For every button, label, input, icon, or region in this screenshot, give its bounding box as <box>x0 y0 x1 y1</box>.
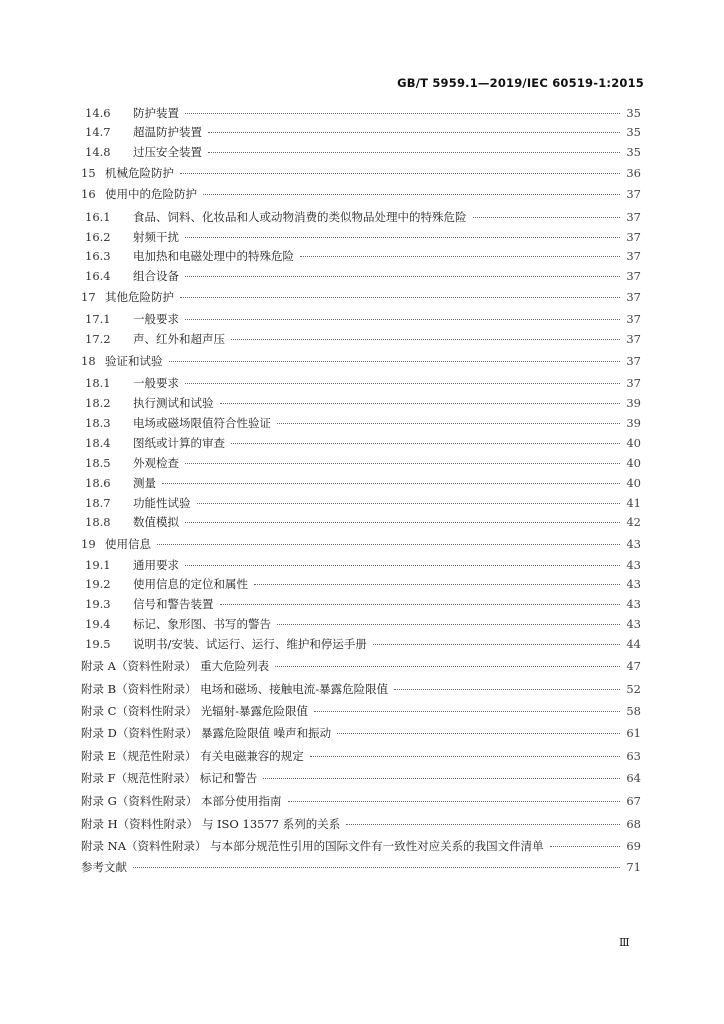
toc-entry-title: 电加热和电磁处理中的特殊危险 <box>133 249 294 263</box>
toc-entry-page: 43 <box>626 577 641 591</box>
toc-entry-number: 19.5 <box>85 637 111 651</box>
toc-entry[interactable] <box>81 353 641 369</box>
dot-leader <box>208 152 620 153</box>
toc-entry-number: 14.8 <box>85 145 111 159</box>
toc-entry[interactable] <box>81 289 641 305</box>
toc-entry-title: 参考文献 <box>81 860 127 874</box>
toc-entry-title: 声、红外和超声压 <box>133 332 225 346</box>
toc-entry-page: 35 <box>626 106 641 120</box>
toc-entry[interactable] <box>81 557 641 573</box>
toc-entry-page: 36 <box>626 166 641 180</box>
dot-leader <box>473 217 621 218</box>
toc-entry-page: 37 <box>626 290 641 304</box>
dot-leader <box>394 689 620 690</box>
toc-entry[interactable] <box>81 105 641 121</box>
toc-entry[interactable] <box>81 144 641 160</box>
dot-leader <box>185 276 620 277</box>
toc-entry-number: 18.3 <box>85 416 111 430</box>
toc-entry-title: 执行测试和试验 <box>133 396 214 410</box>
toc-entry-title: 附录 B（资料性附录） 电场和磁场、接触电流-暴露危险限值 <box>81 682 389 696</box>
toc-entry[interactable] <box>81 703 641 719</box>
toc-entry[interactable] <box>81 475 641 491</box>
toc-entry-number: 18.6 <box>85 476 111 490</box>
toc-entry-title: 附录 A（资料性附录） 重大危险列表 <box>81 659 270 673</box>
toc-entry[interactable] <box>81 681 641 697</box>
toc-entry[interactable] <box>81 576 641 592</box>
toc-entry-page: 63 <box>626 749 641 763</box>
toc-entry-title: 电场或磁场限值符合性验证 <box>133 416 271 430</box>
toc-entry-number: 19.2 <box>85 577 111 591</box>
dot-leader <box>185 237 620 238</box>
dot-leader <box>180 297 620 298</box>
toc-entry-page: 69 <box>626 839 641 853</box>
toc-entry-title: 机械危险防护 <box>105 166 174 180</box>
dot-leader <box>373 644 620 645</box>
toc-entry-page: 52 <box>626 682 641 696</box>
toc-entry[interactable] <box>81 770 641 786</box>
toc-entry-page: 37 <box>626 376 641 390</box>
toc-entry-title: 标记、象形图、书写的警告 <box>133 617 271 631</box>
dot-leader <box>169 361 621 362</box>
toc-entry-title: 通用要求 <box>133 558 179 572</box>
dot-leader <box>185 463 620 464</box>
dot-leader <box>185 113 620 114</box>
toc-entry-number: 17.2 <box>85 332 111 346</box>
toc-entry-page: 47 <box>626 659 641 673</box>
dot-leader <box>231 339 620 340</box>
toc-entry-page: 67 <box>626 794 641 808</box>
dot-leader <box>133 867 620 868</box>
dot-leader <box>231 443 620 444</box>
page-number: Ⅲ <box>619 936 630 949</box>
toc-entry-number: 18 <box>81 354 96 368</box>
toc-entry-number: 18.4 <box>85 436 111 450</box>
toc-entry[interactable] <box>81 268 641 284</box>
toc-entry-title: 一般要求 <box>133 376 179 390</box>
toc-entry-page: 61 <box>626 726 641 740</box>
toc-entry-page: 37 <box>626 187 641 201</box>
toc-entry-page: 39 <box>626 396 641 410</box>
toc-entry-title: 数值模拟 <box>133 515 179 529</box>
toc-entry[interactable] <box>81 186 641 202</box>
toc-entry-title: 过压安全装置 <box>133 145 202 159</box>
toc-entry-number: 19 <box>81 537 96 551</box>
toc-entry-title: 使用信息 <box>105 537 151 551</box>
toc-entry-number: 18.5 <box>85 456 111 470</box>
toc-entry-title: 附录 H（资料性附录） 与 ISO 13577 系列的关系 <box>81 817 341 831</box>
toc-entry[interactable] <box>81 636 641 652</box>
dot-leader <box>277 423 620 424</box>
dot-leader <box>337 733 620 734</box>
toc-entry[interactable] <box>81 596 641 612</box>
toc-entry[interactable] <box>81 395 641 411</box>
toc-entry-number: 16.2 <box>85 230 111 244</box>
dot-leader <box>263 778 620 779</box>
toc-entry[interactable] <box>81 495 641 511</box>
dot-leader <box>310 756 621 757</box>
toc-entry-number: 16.3 <box>85 249 111 263</box>
dot-leader <box>157 544 620 545</box>
dot-leader <box>185 383 620 384</box>
toc-entry-title: 测量 <box>133 476 156 490</box>
toc-entry-page: 43 <box>626 537 641 551</box>
toc-entry-title: 其他危险防护 <box>105 290 174 304</box>
toc-entry-number: 18.8 <box>85 515 111 529</box>
toc-entry-number: 16.1 <box>85 210 111 224</box>
toc-entry[interactable] <box>81 793 641 809</box>
toc-entry[interactable] <box>81 248 641 264</box>
dot-leader <box>203 194 620 195</box>
toc-entry-page: 64 <box>626 771 641 785</box>
standard-header: GB/T 5959.1—2019/IEC 60519-1:2015 <box>397 76 644 90</box>
dot-leader <box>220 403 621 404</box>
toc-entry[interactable] <box>81 658 641 674</box>
toc-entry-title: 超温防护装置 <box>133 125 202 139</box>
toc-entry-title: 使用中的危险防护 <box>105 187 197 201</box>
toc-entry-page: 37 <box>626 269 641 283</box>
dot-leader <box>275 666 620 667</box>
toc-entry-number: 19.4 <box>85 617 111 631</box>
toc-entry-page: 40 <box>626 476 641 490</box>
toc-entry[interactable] <box>81 748 641 764</box>
toc-entry[interactable] <box>81 536 641 552</box>
toc-entry-page: 58 <box>626 704 641 718</box>
toc-entry-page: 71 <box>626 860 641 874</box>
toc-entry-title: 附录 G（资料性附录） 本部分使用指南 <box>81 794 282 808</box>
toc-entry-title: 防护装置 <box>133 106 179 120</box>
toc-entry-number: 16 <box>81 187 96 201</box>
toc-entry-page: 40 <box>626 456 641 470</box>
dot-leader <box>185 565 620 566</box>
toc-entry-number: 14.6 <box>85 106 111 120</box>
toc-entry-page: 37 <box>626 312 641 326</box>
dot-leader <box>185 522 620 523</box>
toc-entry-number: 16.4 <box>85 269 111 283</box>
toc-entry-title: 附录 NA（资料性附录） 与本部分规范性引用的国际文件有一致性对应关系的我国文件清单 <box>81 839 544 853</box>
dot-leader <box>254 584 620 585</box>
toc-entry-page: 37 <box>626 230 641 244</box>
dot-leader <box>180 173 620 174</box>
toc-entry-number: 14.7 <box>85 125 111 139</box>
toc-entry[interactable] <box>81 514 641 530</box>
toc-entry-page: 35 <box>626 145 641 159</box>
toc-entry-title: 外观检查 <box>133 456 179 470</box>
toc-entry-page: 37 <box>626 332 641 346</box>
toc-entry-page: 68 <box>626 817 641 831</box>
toc-entry-title: 验证和试验 <box>105 354 163 368</box>
toc-entry-title: 一般要求 <box>133 312 179 326</box>
toc-entry-page: 40 <box>626 436 641 450</box>
toc-entry-title: 说明书/安装、试运行、运行、维护和停运手册 <box>133 637 367 651</box>
dot-leader <box>314 711 620 712</box>
toc-entry-title: 组合设备 <box>133 269 179 283</box>
toc-entry[interactable] <box>81 816 641 832</box>
toc-entry[interactable] <box>81 311 641 327</box>
toc-entry-page: 35 <box>626 125 641 139</box>
toc-entry[interactable] <box>81 435 641 451</box>
dot-leader <box>550 846 621 847</box>
toc-entry-number: 18.2 <box>85 396 111 410</box>
toc-entry[interactable] <box>81 725 641 741</box>
toc-entry-title: 附录 D（资料性附录） 暴露危险限值 噪声和振动 <box>81 726 332 740</box>
toc-entry-page: 41 <box>626 496 641 510</box>
toc-entry-page: 43 <box>626 617 641 631</box>
toc-entry-page: 39 <box>626 416 641 430</box>
toc-entry-page: 37 <box>626 354 641 368</box>
toc-entry-page: 43 <box>626 597 641 611</box>
toc-entry-number: 17 <box>81 290 96 304</box>
toc-entry[interactable] <box>81 229 641 245</box>
toc-entry[interactable] <box>81 331 641 347</box>
toc-entry-number: 19.3 <box>85 597 111 611</box>
toc-entry-title: 附录 C（资料性附录） 光辐射-暴露危险限值 <box>81 704 308 718</box>
toc-entry[interactable] <box>81 838 641 854</box>
toc-entry[interactable] <box>81 616 641 632</box>
dot-leader <box>197 503 621 504</box>
toc-entry-page: 37 <box>626 249 641 263</box>
dot-leader <box>277 624 620 625</box>
dot-leader <box>162 483 620 484</box>
toc-entry[interactable] <box>81 165 641 181</box>
toc-entry-title: 图纸或计算的审查 <box>133 436 225 450</box>
dot-leader <box>185 319 620 320</box>
toc-entry-title: 食品、饲料、化妆品和人或动物消费的类似物品处理中的特殊危险 <box>133 210 467 224</box>
toc-entry-number: 17.1 <box>85 312 111 326</box>
dot-leader <box>346 824 620 825</box>
dot-leader <box>220 604 621 605</box>
toc-entry[interactable] <box>81 209 641 225</box>
toc-entry-title: 附录 E（规范性附录） 有关电磁兼容的规定 <box>81 749 304 763</box>
toc-entry-title: 射频干扰 <box>133 230 179 244</box>
toc-entry-number: 19.1 <box>85 558 111 572</box>
toc-entry[interactable] <box>81 859 641 875</box>
toc-entry-number: 18.1 <box>85 376 111 390</box>
dot-leader <box>300 256 620 257</box>
toc-entry-page: 44 <box>626 637 641 651</box>
dot-leader <box>208 132 620 133</box>
toc-entry-title: 功能性试验 <box>133 496 191 510</box>
toc-entry-number: 18.7 <box>85 496 111 510</box>
toc-entry[interactable] <box>81 124 641 140</box>
toc-entry-title: 信号和警告装置 <box>133 597 214 611</box>
toc-entry-page: 43 <box>626 558 641 572</box>
toc-entry-title: 附录 F（规范性附录） 标记和警告 <box>81 771 258 785</box>
toc-entry[interactable] <box>81 415 641 431</box>
toc-entry[interactable] <box>81 375 641 391</box>
toc-entry[interactable] <box>81 455 641 471</box>
dot-leader <box>288 801 621 802</box>
toc-entry-page: 37 <box>626 210 641 224</box>
toc-entry-title: 使用信息的定位和属性 <box>133 577 248 591</box>
toc-entry-number: 15 <box>81 166 96 180</box>
toc-entry-page: 42 <box>626 515 641 529</box>
